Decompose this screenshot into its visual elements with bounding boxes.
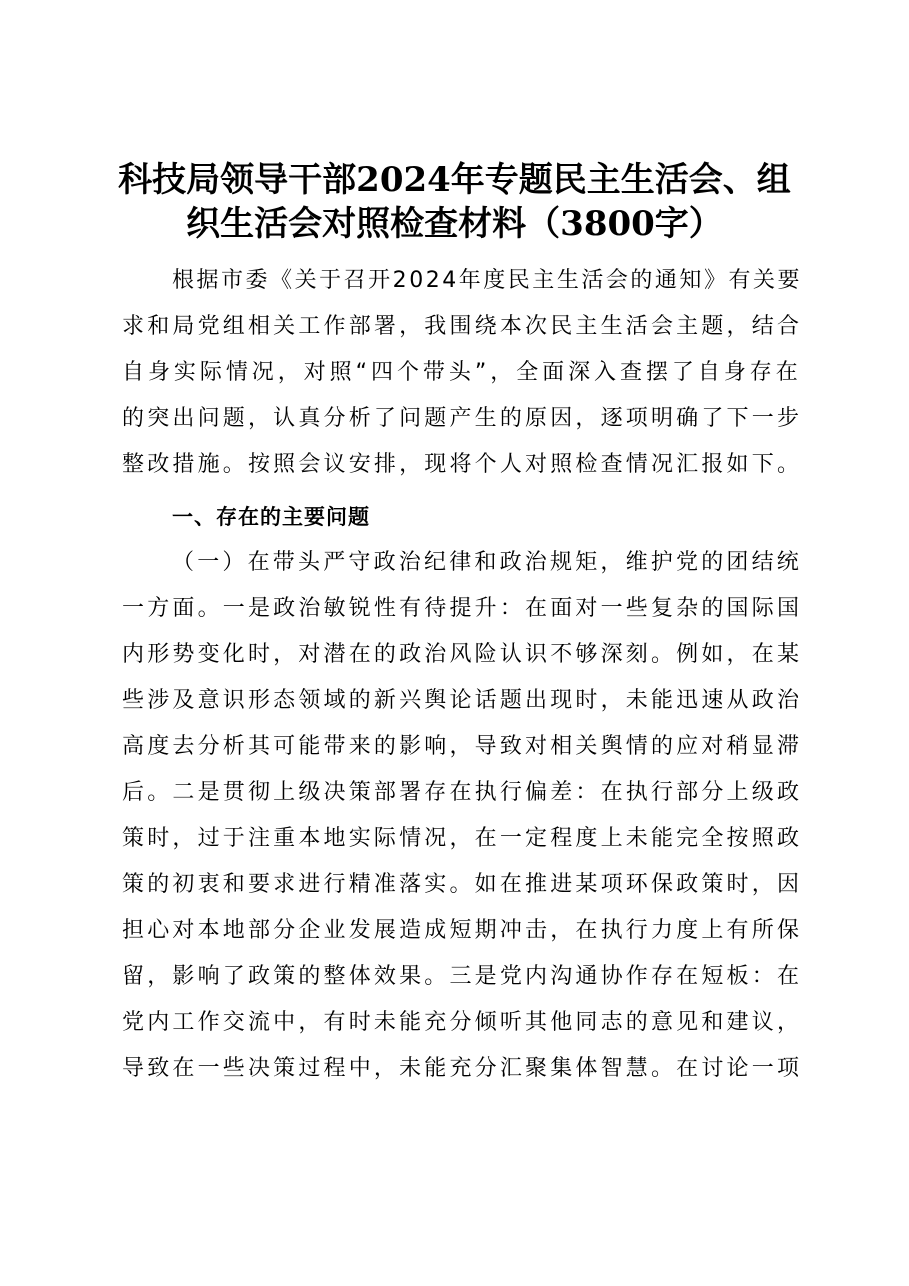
- text-line: 些涉及意识形态领域的新兴舆论话题出现时，未能迅速从政治: [122, 688, 803, 713]
- title-line-1: 科技局领导干部2024年专题民主生活会、组: [118, 160, 791, 200]
- text-line: 高度去分析其可能带来的影响，导致对相关舆情的应对稍显滞: [122, 734, 803, 759]
- text-line: 求和局党组相关工作部署，我围绕本次民主生活会主题，结合: [122, 314, 803, 339]
- intro-paragraph: [122, 258, 802, 488]
- section-paragraph: [122, 540, 802, 1092]
- text-line: 整改措施。按照会议安排，现将个人对照检查情况汇报如下。: [122, 452, 803, 477]
- text-line: 自身实际情况，对照“四个带头”，全面深入查摆了自身存在: [122, 360, 802, 385]
- section-heading: 一、存在的主要问题: [172, 505, 370, 529]
- text-line: 策时，过于注重本地实际情况，在一定程度上未能完全按照政: [122, 826, 803, 851]
- title-line-2: 织生活会对照检查材料（3800字）: [186, 204, 723, 244]
- text-line: 党内工作交流中，有时未能充分倾听其他同志的意见和建议，: [122, 1010, 803, 1035]
- text-line: 后。二是贯彻上级决策部署存在执行偏差：在执行部分上级政: [122, 780, 803, 805]
- text-line: 的突出问题，认真分析了问题产生的原因，逐项明确了下一步: [122, 406, 803, 431]
- text-line: 内形势变化时，对潜在的政治风险认识不够深刻。例如，在某: [122, 642, 803, 667]
- text-line: 导致在一些决策过程中，未能充分汇聚集体智慧。在讨论一项: [122, 1056, 803, 1081]
- text-line: 一方面。一是政治敏锐性有待提升：在面对一些复杂的国际国: [122, 596, 803, 621]
- text-line: 策的初衷和要求进行精准落实。如在推进某项环保政策时，因: [122, 872, 803, 897]
- text-line: （一）在带头严守政治纪律和政治规矩，维护党的团结统: [172, 550, 803, 575]
- text-line: 担心对本地部分企业发展造成短期冲击，在执行力度上有所保: [122, 918, 803, 943]
- document-body: [122, 258, 802, 1092]
- text-line: 根据市委《关于召开2024年度民主生活会的通知》有关要: [172, 268, 803, 293]
- document-title: [100, 158, 809, 246]
- text-line: 留，影响了政策的整体效果。三是党内沟通协作存在短板：在: [122, 964, 803, 989]
